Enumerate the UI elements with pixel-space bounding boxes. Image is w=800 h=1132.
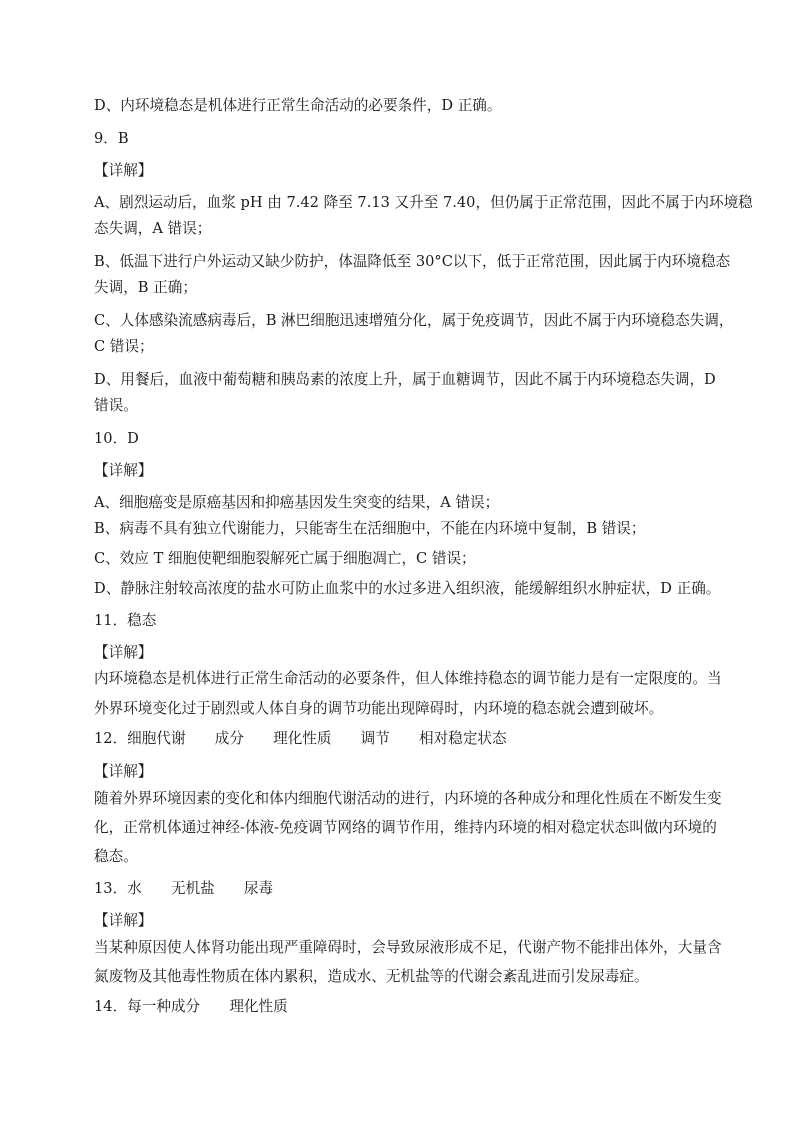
- q10-option-c: C、效应 T 细胞使靶细胞裂解死亡属于细胞凋亡，C 错误；: [94, 550, 476, 567]
- q9-option-c-line-2: C 错误；: [94, 338, 154, 355]
- q12-explanation-line-3: 稳态。: [94, 848, 138, 865]
- q11-explanation-line-2: 外界环境变化过于剧烈或人体自身的调节功能出现障碍时，内环境的稳态就会遭到破坏。: [94, 700, 664, 717]
- answer-8-option-d: D、内环境稳态是机体进行正常生命活动的必要条件，D 正确。: [94, 97, 502, 114]
- q12-explanation-line-1: 随着外界环境因素的变化和体内细胞代谢活动的进行，内环境的各种成分和理化性质在不断发生变: [94, 790, 722, 807]
- q9-explanation-heading: 【详解】: [94, 162, 153, 179]
- q9-option-b-line-2: 失调，B 正确；: [94, 279, 197, 296]
- q12-explanation-heading: 【详解】: [94, 763, 153, 780]
- question-13-answer: 13．水 无机盐 尿毒: [94, 880, 274, 897]
- question-9-answer: 9．B: [94, 130, 129, 147]
- q13-explanation-line-2: 氮废物及其他毒性物质在体内累积，造成水、无机盐等的代谢会紊乱进而引发尿毒症。: [94, 968, 649, 985]
- q13-explanation-heading: 【详解】: [94, 912, 153, 929]
- question-14-answer: 14．每一种成分 理化性质: [94, 998, 288, 1015]
- q10-option-d: D、静脉注射较高浓度的盐水可防止血浆中的水过多进入组织液，能缓解组织水肿症状，D 正确。: [94, 580, 721, 597]
- q11-explanation-heading: 【详解】: [94, 644, 153, 661]
- q10-explanation-heading: 【详解】: [94, 462, 153, 479]
- q12-explanation-line-2: 化，正常机体通过神经-体液-免疫调节网络的调节作用，维持内环境的相对稳定状态叫做内环境的: [94, 819, 717, 836]
- q9-option-d-line-2: 错误。: [94, 397, 138, 414]
- q9-option-a-line-1: A、剧烈运动后，血浆 pH 由 7.42 降至 7.13 又升至 7.40，但仍属于正常范围，因此不属于内环境稳: [94, 194, 753, 211]
- question-12-answer: 12．细胞代谢 成分 理化性质 调节 相对稳定状态: [94, 730, 507, 747]
- q9-option-d-line-1: D、用餐后，血液中葡萄糖和胰岛素的浓度上升，属于血糖调节，因此不属于内环境稳态失调，D: [94, 371, 716, 388]
- q10-option-b: B、病毒不具有独立代谢能力，只能寄生在活细胞中，不能在内环境中复制，B 错误；: [94, 520, 646, 537]
- q13-explanation-line-1: 当某种原因使人体肾功能出现严重障碍时，会导致尿液形成不足，代谢产物不能排出体外，大量含: [94, 939, 722, 956]
- question-11-answer: 11．稳态: [94, 612, 157, 629]
- q10-option-a: A、细胞癌变是原癌基因和抑癌基因发生突变的结果，A 错误；: [94, 494, 500, 511]
- question-10-answer: 10．D: [94, 430, 139, 447]
- q9-option-c-line-1: C、人体感染流感病毒后，B 淋巴细胞迅速增殖分化，属于免疫调节，因此不属于内环境稳态失调，: [94, 312, 734, 329]
- q9-option-b-line-1: B、低温下进行户外运动又缺少防护，体温降低至 30°C以下，低于正常范围，因此属于内环境稳态: [94, 253, 731, 270]
- q9-option-a-line-2: 态失调，A 错误；: [94, 220, 212, 237]
- q11-explanation-line-1: 内环境稳态是机体进行正常生命活动的必要条件，但人体维持稳态的调节能力是有一定限度的。当: [94, 670, 722, 687]
